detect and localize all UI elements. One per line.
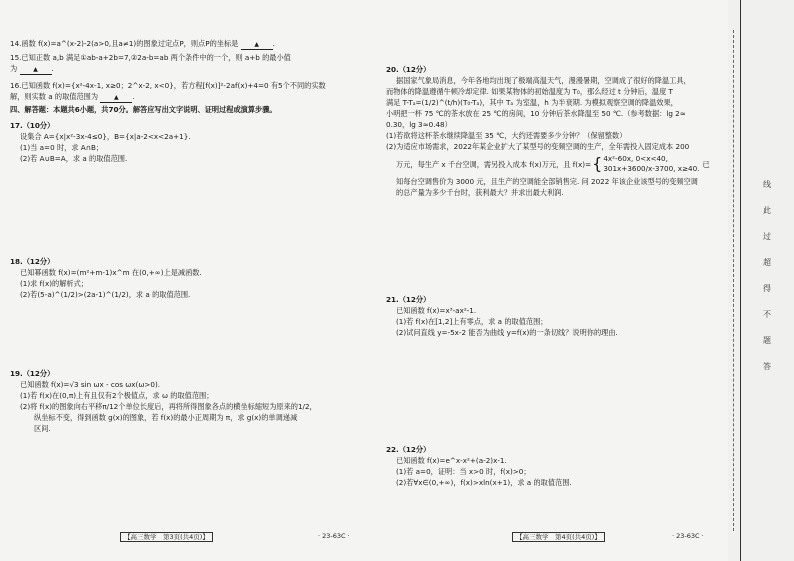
page-footer-right: 【高三数学 第4页(共4页)】 bbox=[512, 532, 605, 541]
binding-label: 得 bbox=[762, 284, 772, 292]
question-20: 20.（12分） 据国家气象局消息，今年各地均出现了极端高温天气，漫漫暑期，空调成了很好的降温工具， 而物体的降温遵循牛顿冷却定律. 如果某物体的初始温度为 T₀，那么经过 t 分钟后，温度 T 满足 T-Tₐ=(1/2)^(t/h)(T₀-Tₐ)，其中 Tₐ 为室温，h 为半衰期. 为模拟观察空调的降温效果， 小明把一杯 75 ℃的茶水放在 25 ℃的房间，10 分钟后茶水降温至 50 ℃.（参考数据：lg 2≈ 0.30，lg 3≈0.48） (1)若欲将这杯茶水继续降温至 35 ℃，大约还需要多少分钟？（保留整数） (2)为适应市场需求，2022年某企业扩大了某型号的变频空调的生产，全年需投入固定成本 200 万元，每生产 x 千台空调，需另投入成本 f(x)万元，且 f(x)= { 4x²-60x, 0<x<40, 301x+3600/x-3700, x≥40. 已 知每台空调售价为 3000 元，且生产的空调能全部销售完. 问 2022 年该企业该型号的变频空调 的总产量为多少千台时，获利最大？并求出最大利润. bbox=[386, 65, 710, 197]
binding-dashed-line bbox=[733, 30, 734, 531]
binding-line bbox=[740, 0, 741, 561]
page-code-right: · 23-63C · bbox=[672, 532, 704, 540]
binding-label: 过 bbox=[762, 232, 772, 240]
question-14: 14.函数 f(x)=a^(x-2)-2(a>0,且a≠1)的图象过定点P，则点P的坐标是 ▲ . bbox=[10, 39, 275, 48]
binding-margin bbox=[728, 0, 794, 561]
question-15: 15.已知正数 a,b 满足①ab-a+2b=7,②2a-b=ab 两个条件中的一个，则 a+b 的最小值 为 ▲ . bbox=[10, 53, 291, 73]
binding-label: 题 bbox=[762, 336, 772, 344]
question-19: 19.（12分） 已知函数 f(x)=√3 sin ωx - cos ωx(ω>0). (1)若 f(x)在(0,π)上有且仅有2个极值点，求 ω 的取值范围； (2)将 f(x)的图象向右平移π/12个单位长度后，再将所得图象各点的横坐标缩短为原来的1/2， 纵坐标不变，得到函数 g(x)的图象，若 f(x)的最小正周期为 π，求 g(x)的单调递减 区间. bbox=[10, 369, 317, 433]
question-21: 21.（12分） 已知函数 f(x)=x³-ax²-1. (1)若 f(x)在[1,2]上有零点，求 a 的取值范围； (2)试问直线 y=-5x-2 能否为曲线 y=f(x)的一条切线？说明你的理由. bbox=[386, 295, 618, 337]
binding-label: 超 bbox=[762, 258, 772, 266]
question-17: 17.（10分） 设集合 A={x|x²-3x-4≤0}，B={x|a-2<x<2a+1}. (1)当 a=0 时，求 A∩B； (2)若 A∪B=A，求 a 的取值范围. bbox=[10, 121, 191, 163]
question-18: 18.（12分） 已知幂函数 f(x)=(m²+m-1)x^m 在(0,+∞)上是减函数. (1)求 f(x)的解析式； (2)若(5-a)^(1/2)>(2a-1)^(1/2)，求 a 的取值范围. bbox=[10, 257, 202, 299]
answer-blank: ▲ bbox=[100, 94, 132, 103]
page-footer-left: 【高三数学 第3页(共4页)】 bbox=[120, 532, 213, 541]
binding-label: 线 bbox=[762, 180, 772, 188]
question-16: 16.已知函数 f(x)={x²-4x-1, x≥0；2^x-2, x<0}，若方程[f(x)]²-2af(x)+4=0 有5个不同的实数 解，则实数 a 的取值范围为 ▲ . bbox=[10, 81, 326, 101]
answer-blank: ▲ bbox=[241, 41, 273, 50]
binding-label: 不 bbox=[762, 310, 772, 318]
binding-label: 答 bbox=[762, 362, 772, 370]
answer-blank: ▲ bbox=[20, 66, 52, 75]
right-page bbox=[372, 0, 728, 561]
question-22: 22.（12分） 已知函数 f(x)=e^x-x²+(a-2)x-1. (1)若 a=0，证明：当 x>0 时，f(x)>0； (2)若∀x∈(0,+∞)，f(x)>xln(x+1)，求 a 的取值范围. bbox=[386, 445, 572, 487]
left-page bbox=[0, 0, 372, 561]
section-heading: 四、解答题：本题共6小题，共70分。解答应写出文字说明、证明过程或演算步骤。 bbox=[10, 105, 277, 114]
binding-warning-labels bbox=[758, 180, 776, 370]
page-code-left: · 23-63C · bbox=[318, 532, 350, 540]
binding-label: 此 bbox=[762, 206, 772, 214]
